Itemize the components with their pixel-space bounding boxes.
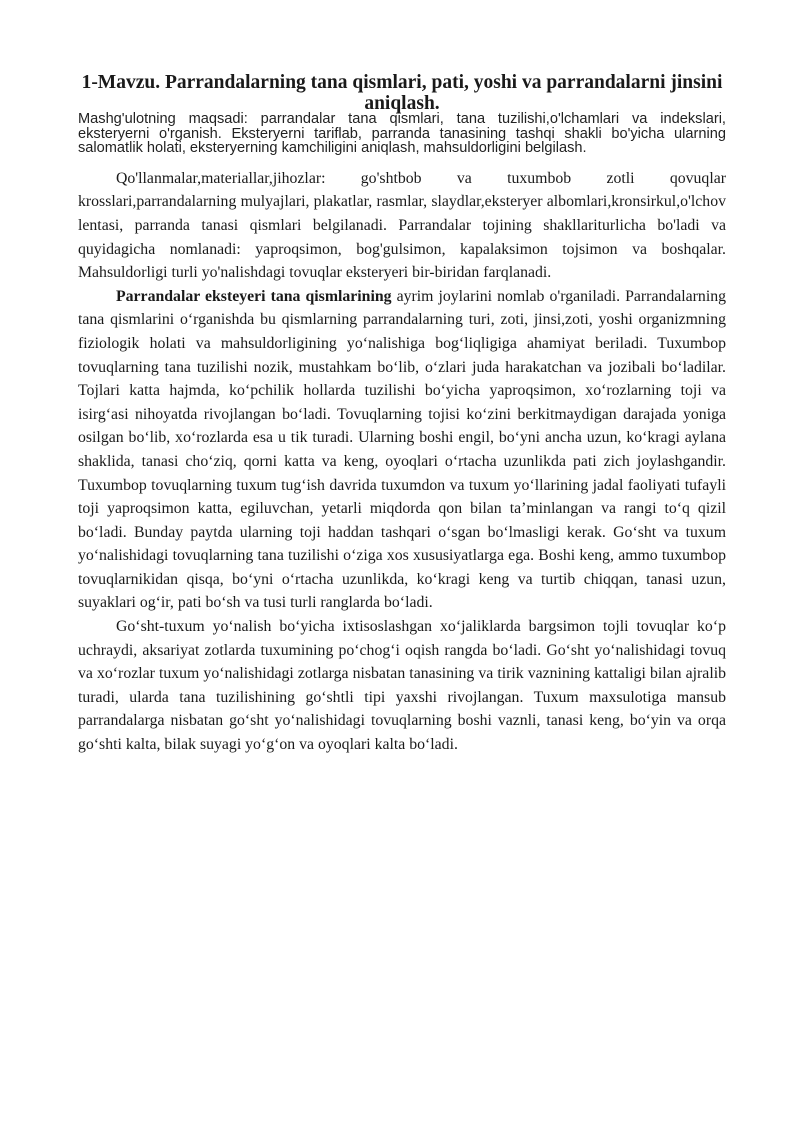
paragraph-exterior-body: ayrim joylarini nomlab o'rganiladi. Parrandalarning tana qismlarini o‘rganishda bu qismlarning parrandalarning turi, zoti, jinsi,zoti, yoshi organizmning fiziologik holati va mahsuldorligining yo‘nalishiga bog‘liqligiga ahamiyat beriladi. Tuxumbop tovuqlarning tana tuzilishi nozik, mustahkam bo‘lib, o‘zlari juda harakatchan va jozibali bo‘ladilar. Tojlari katta hajmda, ko‘pchilik hollarda tuzilishi bo‘yicha yaproqsimon, xo‘rozlarning toji va isirg‘asi nihoyatda rivojlangan bo‘ladi. Tovuqlarning tojisi ko‘zini berkitmaydigan darajada yoniga osilgan bo‘lib, xo‘rozlarda esa u tik turadi. Ularning boshi engil, bo‘yni ancha uzun, ko‘kragi aylana shaklida, tanasi cho‘ziq, qorni katta va keng, oyoqlari o‘rtacha uzunlikda pati zich joylashgandir. Tuxumbop tovuqlarning tuxum tug‘ish davrida tuxumdon va tuxum yo‘llarining jadal faoliyati tufayli toji yaproqsimon katta, egiluvchan, yetarli miqdorda qon bilan ta’minlangan va rangi to‘q qizil bo‘ladi. Bunday paytda ularning toji haddan tashqari o‘sgan bo‘lmasligi kerak. Go‘sht va tuxum yo‘nalishidagi tovuqlarning tana tuzilishi o‘ziga xos xususiyatlarga ega. Boshi keng, ammo tuxumbop tovuqlarnikidan qisqa, bo‘yni o‘rtacha uzunlikda, ko‘kragi keng va turtib chiqqan, tanasi uzun, suyaklari og‘ir, pati bo‘sh va tusi turli ranglarda bo‘ladi.: [78, 287, 727, 612]
paragraph-materials: Qo'llanmalar,materiallar,jihozlar: go'shtbob va tuxumbob zotli qovuqlar krosslari,parrandalarning mulyajlari, plakatlar, rasmlar, slaydlar,eksteryer albomlari,kronsirkul,o'lchov lentasi, parranda tanasi qismlari belgilanadi. Parrandalar tojining shakllariturlicha bo'ladi va quyidagicha nomlanadi: yaproqsimon, bog'gulsimon, kapalaksimon tojsimon va boshqalar. Mahsuldorligi turli yo'nalishdagi tovuqlar eksteryeri bir-biridan farqlanadi.: [78, 169, 726, 282]
paragraph-exterior-bold-lead: Parrandalar eksteyeri tana qismlarining: [116, 287, 392, 305]
document-page: [78, 72, 726, 757]
document-title: 1-Mavzu. Parrandalarning tana qismlari, pati, yoshi va parrandalarni jinsini aniqlash.: [81, 72, 723, 114]
paragraph-meat-egg: Go‘sht-tuxum yo‘nalish bo‘yicha ixtisoslashgan xo‘jaliklarda bargsimon tojli tovuqlar ko‘p uchraydi, aksariyat zotlarda tuxumining po‘chog‘i oqish rangda bo‘ladi. Go‘sht yo‘nalishidagi tovuq va xo‘rozlar tuxum yo‘nalishidagi zotlarga nisbatan tanasining va tirik vaznining kattaligi bilan ajralib turadi, ularda tana tuzilishining go‘shtli tipi yaxshi rivojlangan. Tuxum maxsulotiga mansub parrandalarga nisbatan go‘sht yo‘nalishidagi tovuqlarning boshi vaznli, tanasi keng, bo‘yin va orqa go‘shti kalta, bilak suyagi yo‘g‘on va oyoqlari kalta bo‘ladi.: [78, 618, 726, 754]
lesson-goal: Mashg'ulotning maqsadi: parrandalar tana qismlari, tana tuzilishi,o'lchamlari va indekslari, eksteryerni o'rganish. Eksteryerni tariflab, parranda tanasining tashqi shakli bo'yicha ularning salomatlik holati, eksteryerning kamchiligini aniqlash, mahsuldorligini belgilash.: [78, 111, 726, 157]
paragraph-exterior: [78, 285, 726, 615]
